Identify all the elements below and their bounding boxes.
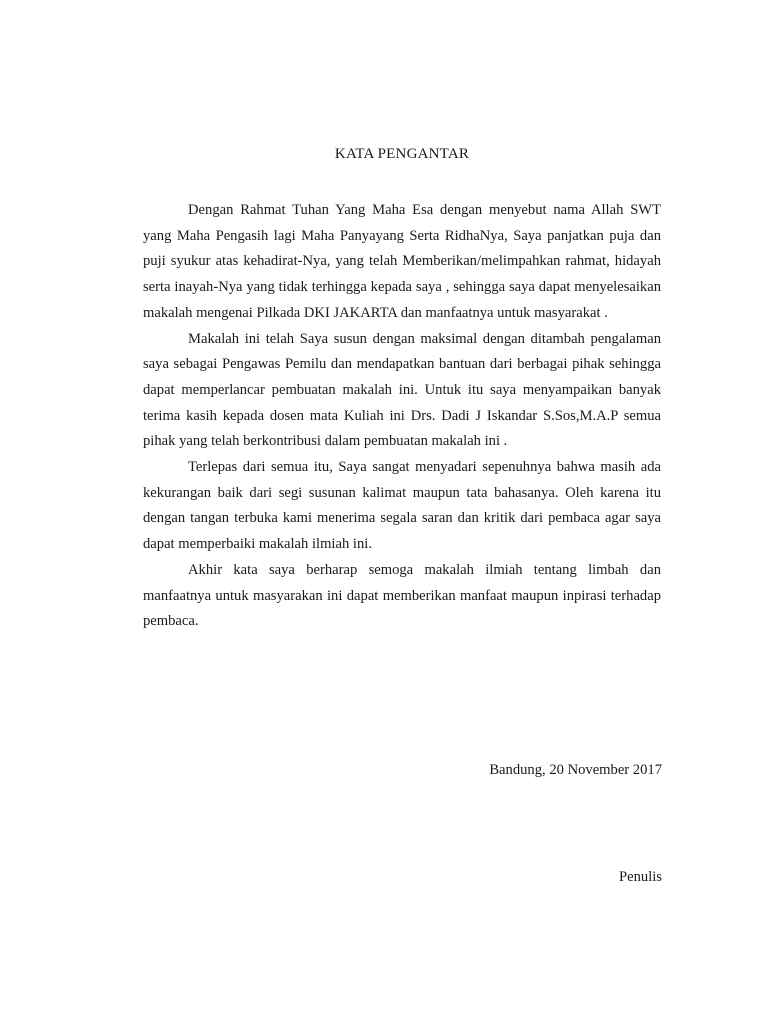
paragraph-2: Makalah ini telah Saya susun dengan maksimal dengan ditambah pengalaman saya sebagai Pengawas Pemilu dan mendapatkan bantuan dari berbagai pihak sehingga dapat memperlancar pembuatan makalah ini. Untuk itu saya menyampaikan banyak terima kasih kepada dosen mata Kuliah ini Drs. Dadi J Iskandar S.Sos,M.A.P semua pihak yang telah berkontribusi dalam pembuatan makalah ini . [143,330,661,450]
paragraph-3: Terlepas dari semua itu, Saya sangat menyadari sepenuhnya bahwa masih ada kekurangan baik dari segi susunan kalimat maupun tata bahasanya. Oleh karena itu dengan tangan terbuka kami menerima segala saran dan kritik dari pembaca agar saya dapat memperbaiki makalah ilmiah ini. [143,459,661,553]
paragraph-4: Akhir kata saya berharap semoga makalah ilmiah tentang limbah dan manfaatnya untuk masyarakan ini dapat memberikan manfaat maupun inpirasi terhadap pembaca. [143,561,661,630]
place-date: Bandung, 20 November 2017 [489,762,662,778]
document-body [143,198,661,635]
page-title: KATA PENGANTAR [334,146,470,162]
signature-author: Penulis [619,869,662,885]
paragraph-1: Dengan Rahmat Tuhan Yang Maha Esa dengan menyebut nama Allah SWT yang Maha Pengasih lagi Maha Panyayang Serta RidhaNya, Saya panjatkan puja dan puji syukur atas kehadirat-Nya, yang telah Memberikan/melimpahkan rahmat, hidayah serta inayah-Nya yang tidak terhingga kepada saya , sehingga saya dapat menyelesaikan makalah mengenai Pilkada DKI JAKARTA dan manfaatnya untuk masyarakat . [143,202,661,321]
